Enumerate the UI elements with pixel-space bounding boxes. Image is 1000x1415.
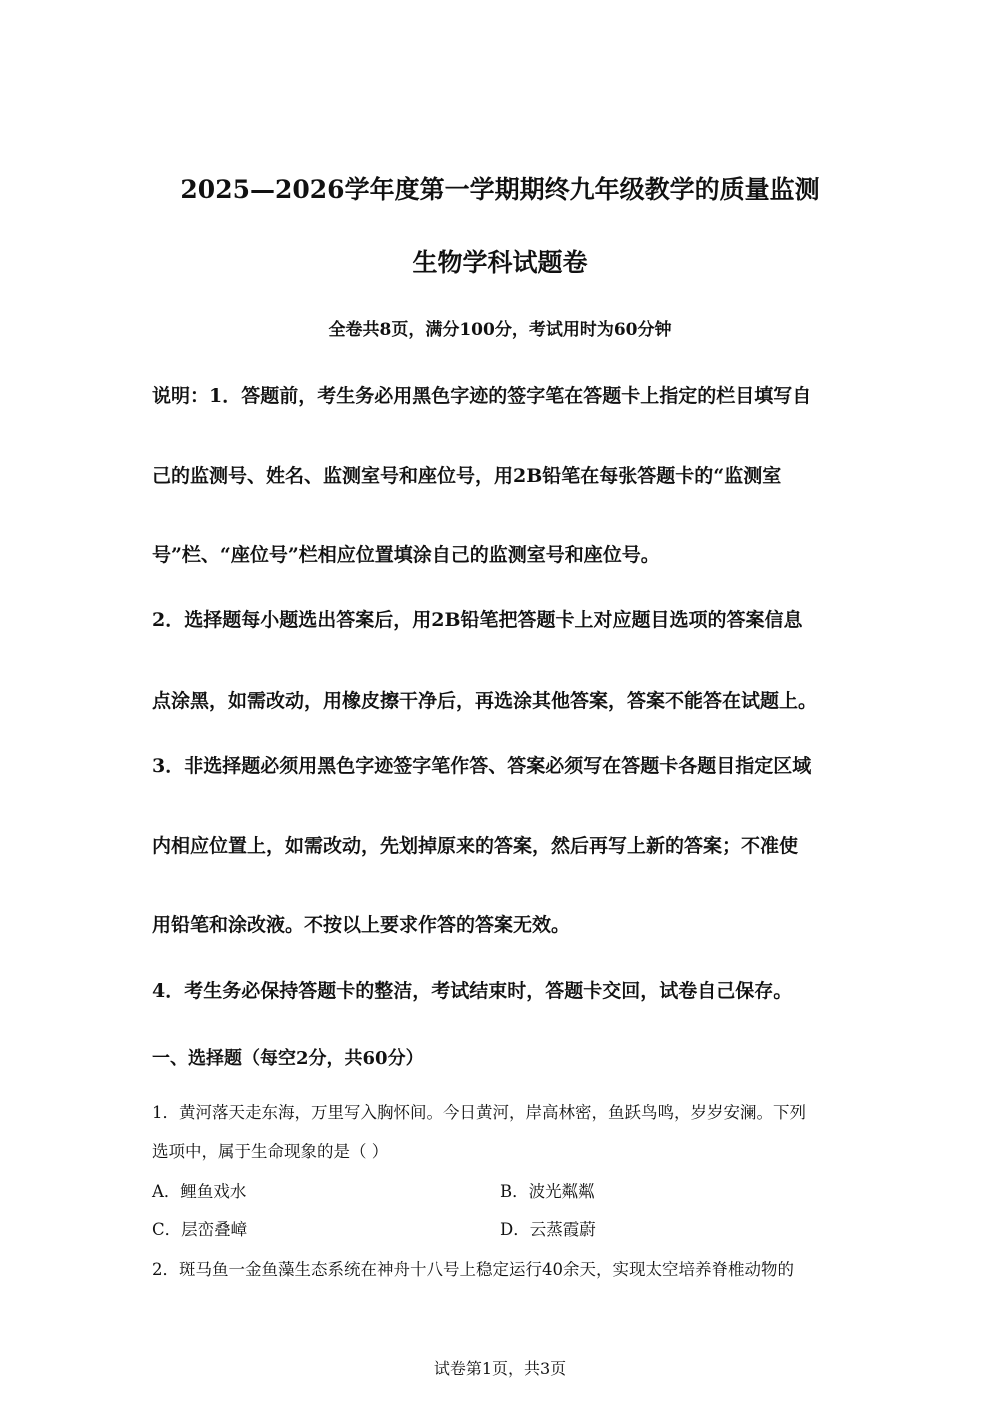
question-1-text: 1．黄河落天走东海，万里写入胸怀间。今日黄河，岸高林密，鱼跃鸟鸣，岁岁安澜。下列 xyxy=(152,1103,806,1122)
question-1-option-d: D．云蒸霞蔚 xyxy=(500,1220,596,1239)
question-1-option-b: B．波光粼粼 xyxy=(500,1182,595,1201)
question-1-option-a: A．鲤鱼戏水 xyxy=(152,1182,247,1201)
exam-title: 2025—2026学年度第一学期期终九年级教学的质量监测 xyxy=(180,175,820,204)
instruction-line: 点涂黑，如需改动，用橡皮擦干净后，再选涂其他答案，答案不能答在试题上。 xyxy=(152,690,818,712)
instruction-line: 2．选择题每小题选出答案后，用2B铅笔把答题卡上对应题目选项的答案信息 xyxy=(152,609,803,631)
subject-title: 生物学科试题卷 xyxy=(412,248,588,277)
instruction-line: 3．非选择题必须用黑色字迹签字笔作答、答案必须写在答题卡各题目指定区域 xyxy=(152,755,812,777)
page-footer: 试卷第1页，共3页 xyxy=(433,1359,567,1378)
instruction-line: 号”栏、“座位号”栏相应位置填涂自己的监测室号和座位号。 xyxy=(152,544,660,566)
question-1-text: 选项中，属于生命现象的是（ ） xyxy=(152,1142,389,1161)
instruction-line: 4．考生务必保持答题卡的整洁，考试结束时，答题卡交回，试卷自己保存。 xyxy=(152,980,793,1002)
exam-info: 全卷共8页，满分100分，考试用时为60分钟 xyxy=(328,320,672,340)
section-heading: 一、选择题（每空2分，共60分） xyxy=(152,1048,424,1069)
question-2-text: 2．斑马鱼一金鱼藻生态系统在神舟十八号上稳定运行40余天，实现太空培养脊椎动物的 xyxy=(152,1260,794,1279)
instruction-line: 内相应位置上，如需改动，先划掉原来的答案，然后再写上新的答案；不准使 xyxy=(152,835,799,857)
instruction-line: 己的监测号、姓名、监测室号和座位号，用2B铅笔在每张答题卡的“监测室 xyxy=(152,465,782,487)
question-1-option-c: C．层峦叠嶂 xyxy=(152,1220,248,1239)
instruction-line: 用铅笔和涂改液。不按以上要求作答的答案无效。 xyxy=(152,914,571,936)
instruction-line: 说明：1．答题前，考生务必用黑色字迹的签字笔在答题卡上指定的栏目填写自 xyxy=(152,385,812,407)
